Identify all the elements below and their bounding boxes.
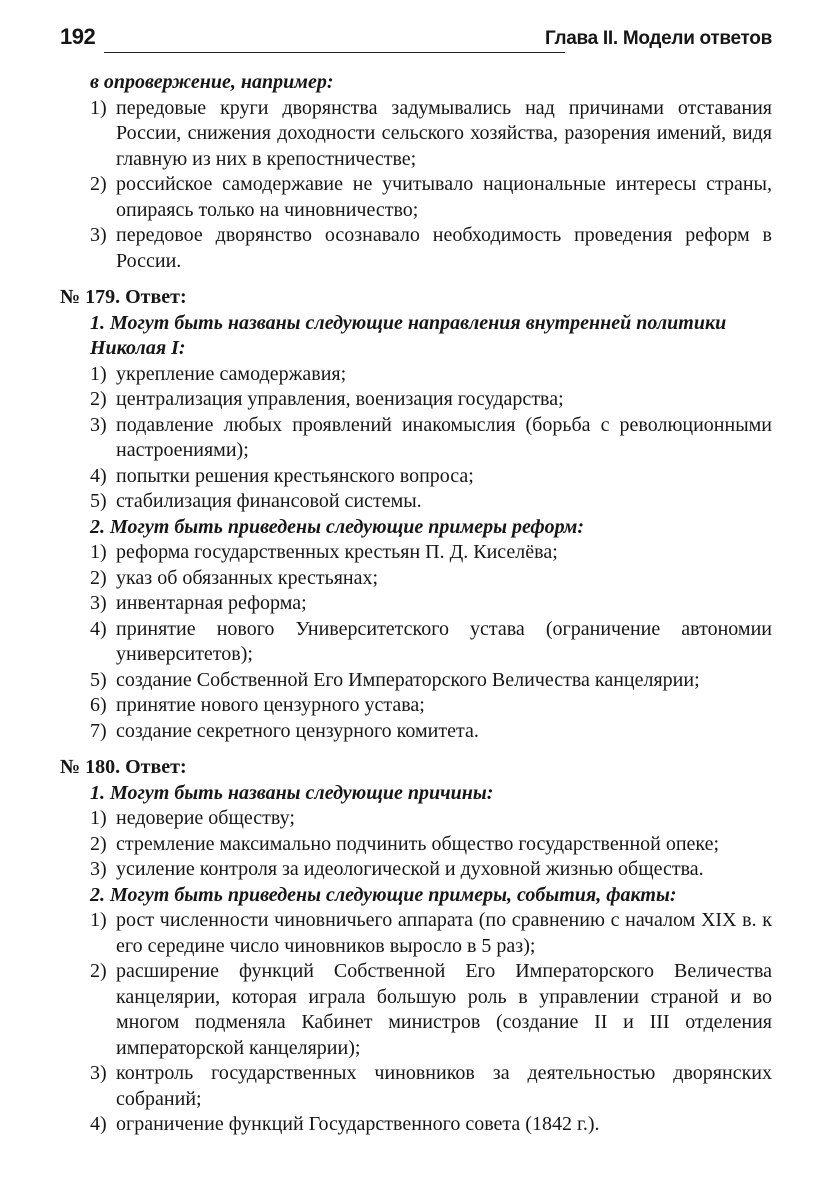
answer-179-heading: № 179. Ответ: (60, 286, 187, 308)
item-text: ограничение функций Государственного совета (1842 г.). (116, 1113, 600, 1135)
item-text: подавление любых проявлений инакомыслия (борьба с революционными настроениями); (116, 413, 772, 461)
list-item (60, 1112, 772, 1138)
item-number: 1) (90, 362, 107, 385)
page-body (60, 70, 772, 1138)
item-number: 5) (90, 668, 107, 691)
answer-179-part1-heading: 1. Могут быть названы следующие направления внутренней политики Николая I: (90, 311, 727, 359)
intro-list (60, 96, 772, 275)
list-item (60, 413, 772, 464)
header-rule (104, 52, 565, 53)
item-text: передовые круги дворянства задумывались над причинами отставания России, снижения доходности сельского хозяйства, разорения имений, видя главную из них в крепостничестве; (116, 96, 772, 170)
item-number: 6) (90, 694, 107, 716)
list-item (60, 806, 772, 832)
item-number: 1) (90, 807, 107, 829)
item-text: создание секретного цензурного комитета. (116, 719, 479, 742)
answer-180-part1-heading: 1. Могут быть названы следующие причины: (90, 781, 494, 804)
list-item (60, 1061, 772, 1112)
item-text: стремление максимально подчинить общество государственной опеке; (116, 832, 720, 855)
item-text: усиление контроля за идеологической и духовной жизнью общества. (116, 858, 704, 880)
answer-180-part2-heading: 2. Могут быть приведены следующие примеры, события, факты: (90, 883, 677, 906)
item-number: 4) (90, 464, 107, 487)
item-number: 3) (90, 858, 107, 880)
list-item (60, 668, 772, 694)
list-item (60, 908, 772, 959)
item-text: передовое дворянство осознавало необходимость проведения реформ в России. (116, 224, 772, 272)
list-item (60, 489, 772, 515)
item-text: принятие нового Университетского устава (ограничение автономии университетов); (116, 617, 772, 665)
item-text: контроль государственных чиновников за деятельностью дворянских собраний; (116, 1062, 772, 1110)
item-number: 5) (90, 490, 107, 512)
item-number: 3) (90, 413, 107, 436)
list-item (60, 693, 772, 719)
item-text: инвентарная реформа; (116, 592, 307, 614)
list-item (60, 96, 772, 173)
list-item (60, 591, 772, 617)
item-text: реформа государственных крестьян П. Д. Киселёва; (116, 541, 558, 563)
page-number: 192 (60, 24, 96, 49)
answer-180-part2-list (60, 908, 772, 1138)
item-text: расширение функций Собственной Его Императорского Величества канцелярии, которая играла большую роль в управлении страной и во многом подменяла Кабинет министров (создание II и III отделения императорской канцелярии); (116, 960, 772, 1059)
item-number: 2) (90, 388, 107, 410)
item-number: 2) (90, 566, 107, 589)
answer-180-part1-list (60, 806, 772, 883)
list-item (60, 959, 772, 1061)
item-number: 1) (90, 909, 107, 931)
list-item (60, 540, 772, 566)
page-header (60, 22, 772, 56)
item-text: централизация управления, военизация государства; (116, 388, 564, 410)
item-number: 1) (90, 541, 107, 563)
item-text: недоверие обществу; (116, 807, 295, 829)
list-item (60, 362, 772, 388)
item-number: 7) (90, 719, 107, 742)
answer-179-part2-list (60, 540, 772, 744)
item-text: укрепление самодержавия; (116, 362, 347, 385)
list-item (60, 172, 772, 223)
item-text: принятие нового цензурного устава; (116, 694, 425, 716)
item-text: попытки решения крестьянского вопроса; (116, 464, 474, 487)
item-number: 2) (90, 832, 107, 855)
item-number: 3) (90, 592, 107, 614)
item-number: 2) (90, 960, 107, 982)
answer-180-heading: № 180. Ответ: (60, 756, 187, 778)
item-number: 2) (90, 173, 107, 195)
running-title: Глава II. Модели ответов (544, 28, 772, 49)
intro-heading: в опровержение, например: (90, 71, 334, 93)
list-item (60, 464, 772, 490)
item-number: 3) (90, 1062, 107, 1084)
answer-179-part1-list (60, 362, 772, 515)
item-number: 4) (90, 617, 107, 640)
list-item (60, 857, 772, 883)
list-item (60, 223, 772, 274)
item-text: рост численности чиновничьего аппарата (по сравнению с началом XIX в. к его середине число чиновников выросло в 5 раз); (116, 909, 772, 957)
item-text: указ об обязанных крестьянах; (116, 566, 379, 589)
item-number: 3) (90, 224, 107, 246)
item-text: российское самодержавие не учитывало национальные интересы страны, опираясь только на чиновничество; (116, 173, 772, 221)
item-number: 1) (90, 96, 107, 119)
answer-179-part2-heading: 2. Могут быть приведены следующие примеры реформ: (90, 515, 585, 538)
list-item (60, 617, 772, 668)
list-item (60, 387, 772, 413)
list-item (60, 566, 772, 592)
item-number: 4) (90, 1113, 107, 1135)
item-text: стабилизация финансовой системы. (116, 490, 422, 512)
item-text: создание Собственной Его Императорского Величества канцелярии; (116, 668, 700, 691)
list-item (60, 832, 772, 858)
list-item (60, 719, 772, 745)
